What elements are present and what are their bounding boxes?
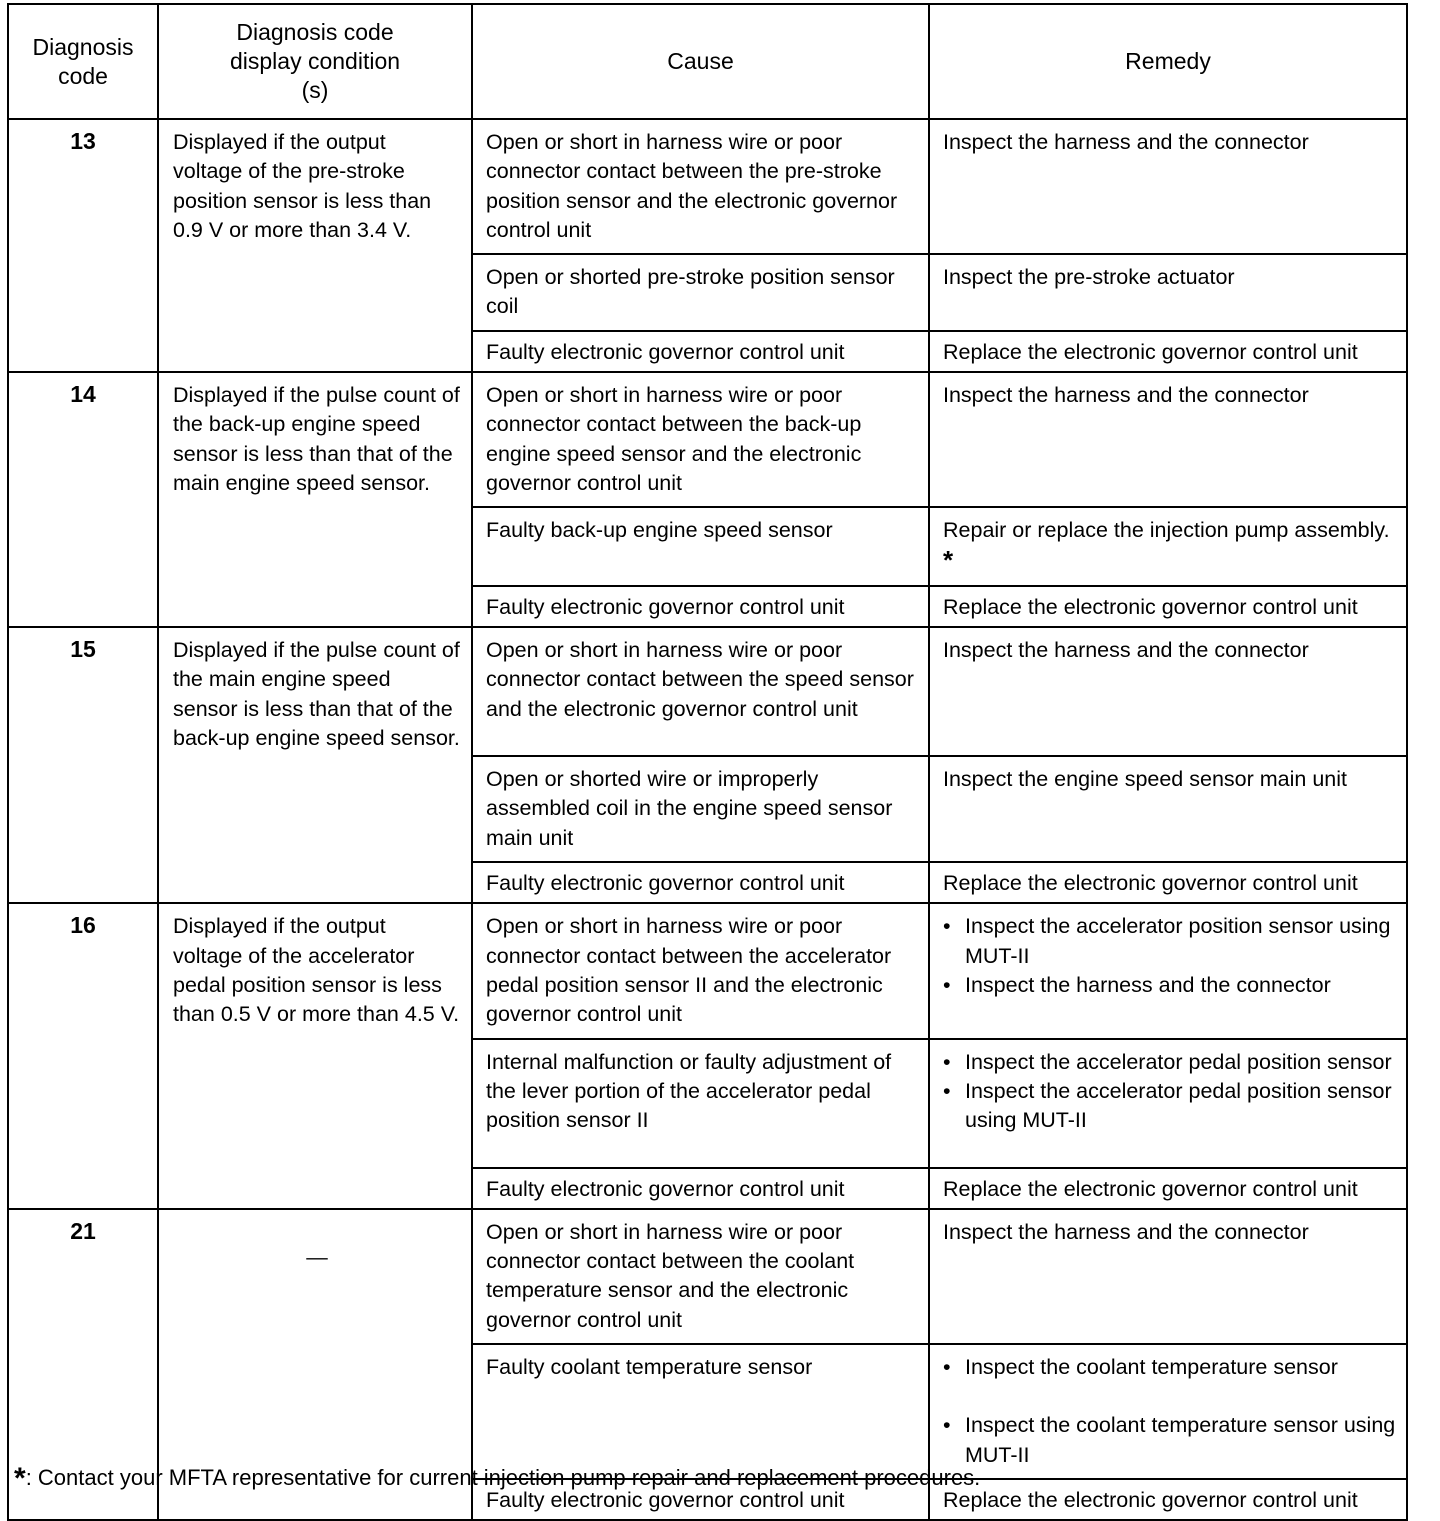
display-condition: Displayed if the pulse count of the back-up engine speed sensor is less than that of the main engine speed sensor. <box>158 372 472 627</box>
cause-cell: Faulty electronic governor control unit <box>472 1479 929 1520</box>
display-condition: — <box>158 1209 472 1520</box>
cause-cell: Open or short in harness wire or poor connector contact between the accelerator pedal position sensor II and the electronic governor control unit <box>472 903 929 1038</box>
remedy-cell: Inspect the harness and the connector <box>929 119 1407 254</box>
header-cause: Cause <box>472 4 929 119</box>
header-display-condition: Diagnosis code display condition (s) <box>158 4 472 119</box>
diagnosis-code: 13 <box>8 119 158 372</box>
remedy-cell <box>929 903 1407 1038</box>
table-row <box>8 372 1407 507</box>
remedy-list <box>943 1048 1402 1136</box>
remedy-cell: Inspect the harness and the connector <box>929 372 1407 507</box>
remedy-cell: Replace the electronic governor control unit <box>929 331 1407 372</box>
display-condition: Displayed if the output voltage of the pre-stroke position sensor is less than 0.9 V or more than 3.4 V. <box>158 119 472 372</box>
table-row <box>8 119 1407 254</box>
cause-cell: Internal malfunction or faulty adjustment of the lever portion of the accelerator pedal position sensor II <box>472 1039 929 1168</box>
table-row <box>8 1209 1407 1344</box>
cause-cell: Faulty electronic governor control unit <box>472 862 929 903</box>
remedy-cell: Replace the electronic governor control unit <box>929 1168 1407 1209</box>
cause-cell: Open or short in harness wire or poor connector contact between the pre-stroke position sensor and the electronic governor control unit <box>472 119 929 254</box>
remedy-list-item: • Inspect the coolant temperature sensor <box>943 1353 1402 1382</box>
table-row <box>8 903 1407 1038</box>
cause-cell: Open or short in harness wire or poor connector contact between the back-up engine speed sensor and the electronic governor control unit <box>472 372 929 507</box>
remedy-cell: Inspect the engine speed sensor main unit <box>929 756 1407 862</box>
table-row <box>8 627 1407 756</box>
remedy-list-item: • Inspect the harness and the connector <box>943 971 1402 1000</box>
remedy-list <box>943 912 1402 1000</box>
remedy-cell <box>929 1344 1407 1479</box>
remedy-list <box>943 1353 1402 1470</box>
diagnosis-code: 21 <box>8 1209 158 1520</box>
remedy-cell: Replace the electronic governor control unit <box>929 862 1407 903</box>
remedy-cell <box>929 507 1407 586</box>
cause-cell: Faulty electronic governor control unit <box>472 331 929 372</box>
display-condition: Displayed if the output voltage of the accelerator pedal position sensor is less than 0.5 V or more than 4.5 V. <box>158 903 472 1208</box>
remedy-text: Repair or replace the injection pump assembly. <box>943 518 1390 543</box>
diagnosis-table <box>7 3 1408 1521</box>
asterisk-icon: * <box>14 1462 26 1495</box>
footnote-text: : Contact your MFTA representative for current injection pump repair and replacement procedures. <box>25 1465 981 1490</box>
remedy-list-item: • Inspect the accelerator position sensor using MUT-II <box>943 912 1402 971</box>
remedy-cell: Inspect the harness and the connector <box>929 1209 1407 1344</box>
cause-cell: Open or short in harness wire or poor connector contact between the speed sensor and the electronic governor control unit <box>472 627 929 756</box>
remedy-cell <box>929 1039 1407 1168</box>
header-diagnosis-code: Diagnosis code <box>8 4 158 119</box>
header-remedy: Remedy <box>929 4 1407 119</box>
header-row <box>8 4 1407 119</box>
footnote <box>14 1462 980 1496</box>
asterisk-icon: * <box>943 544 954 575</box>
remedy-list-item: • Inspect the coolant temperature sensor using MUT-II <box>943 1411 1402 1470</box>
remedy-cell: Inspect the harness and the connector <box>929 627 1407 756</box>
cause-cell: Faulty electronic governor control unit <box>472 586 929 627</box>
remedy-list-item: • Inspect the accelerator pedal position sensor <box>943 1048 1402 1077</box>
remedy-cell: Replace the electronic governor control unit <box>929 586 1407 627</box>
cause-cell: Open or shorted wire or improperly assembled coil in the engine speed sensor main unit <box>472 756 929 862</box>
display-condition: Displayed if the pulse count of the main engine speed sensor is less than that of the back-up engine speed sensor. <box>158 627 472 903</box>
diagnosis-code: 14 <box>8 372 158 627</box>
cause-cell: Open or short in harness wire or poor connector contact between the coolant temperature sensor and the electronic governor control unit <box>472 1209 929 1344</box>
cause-cell: Faulty coolant temperature sensor <box>472 1344 929 1479</box>
remedy-list-item: • Inspect the accelerator pedal position sensor using MUT-II <box>943 1077 1402 1136</box>
remedy-cell: Replace the electronic governor control unit <box>929 1479 1407 1520</box>
cause-cell: Faulty electronic governor control unit <box>472 1168 929 1209</box>
remedy-cell: Inspect the pre-stroke actuator <box>929 254 1407 331</box>
cause-cell: Faulty back-up engine speed sensor <box>472 507 929 586</box>
diagnosis-code: 15 <box>8 627 158 903</box>
diagnosis-code: 16 <box>8 903 158 1208</box>
cause-cell: Open or shorted pre-stroke position sensor coil <box>472 254 929 331</box>
